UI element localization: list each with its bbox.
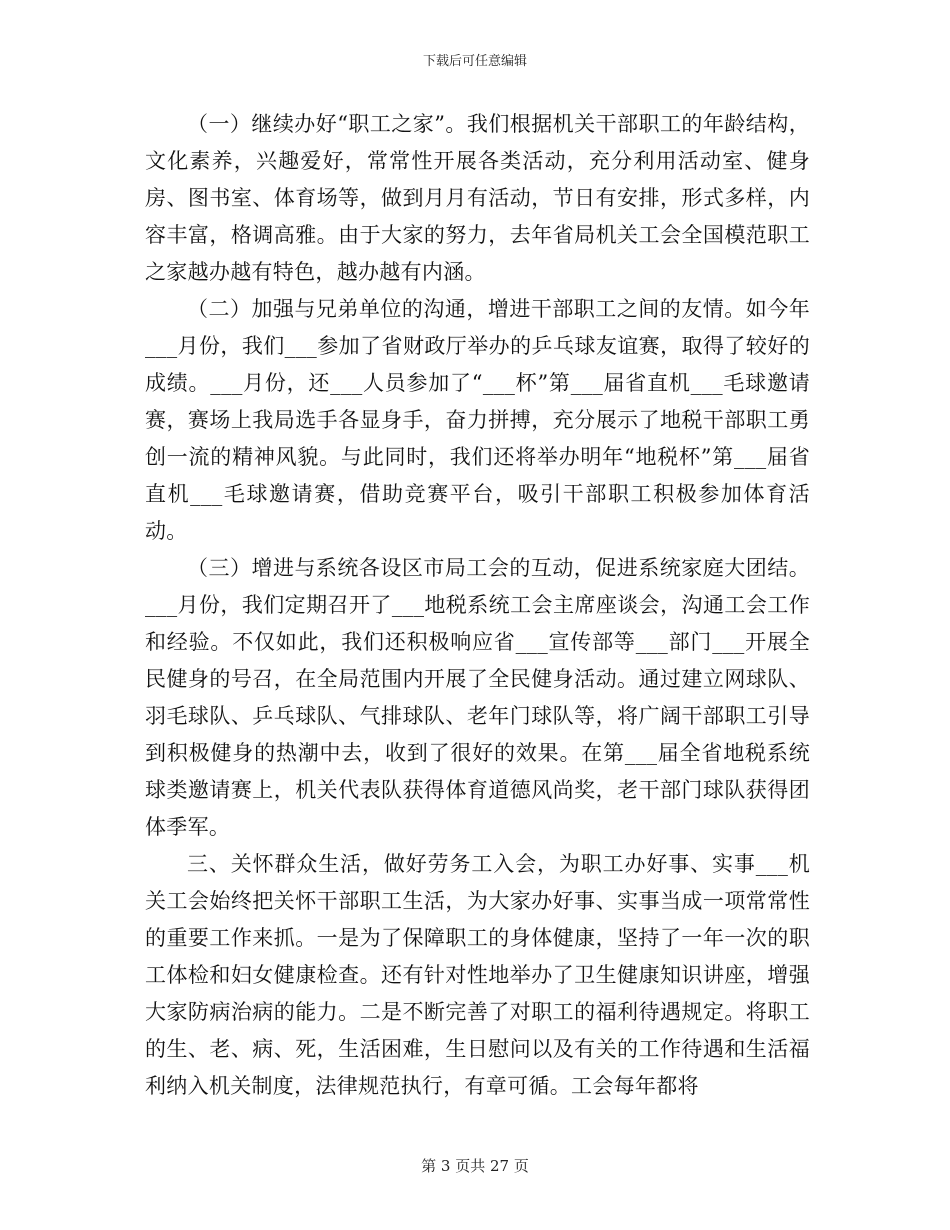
paragraph-1: （一）继续办好“职工之家”。我们根据机关干部职工的年龄结构，文化素养，兴趣爱好，常常性开展各类活动，充分利用活动室、健身房、图书室、体育场等，做到月月有活动，节日有安排，形式多样，内容丰富，格调高雅。由于大家的努力，去年省局机关工会全国模范职工之家越办越有特色，越办越有内涵。 (145, 112, 810, 284)
page-number-footer: 第 3 页共 27 页 (421, 1157, 529, 1175)
document-body (145, 106, 810, 1105)
paragraph-2: （二）加强与兄弟单位的沟通，增进干部职工之间的友情。如今年___月份，我们___参加了省财政厅举办的乒乓球友谊赛，取得了较好的成绩。___月份，还___人员参加了“___杯”第___届省直机___毛球邀请赛，赛场上我局选手各显身手，奋力拼搏，充分展示了地税干部职工勇创一流的精神风貌。与此同时，我们还将举办明年“地税杯”第___届省直机___毛球邀请赛，借助竞赛平台，吸引干部职工积极参加体育活动。 (145, 297, 810, 543)
page-header-note: 下载后可任意编辑 (422, 54, 527, 69)
paragraph-3: （三）增进与系统各设区市局工会的互动，促进系统家庭大团结。___月份，我们定期召开了___地税系统工会主席座谈会，沟通工会工作和经验。不仅如此，我们还积极响应省___宣传部等___部门___开展全民健身的号召，在全局范围内开展了全民健身活动。通过建立网球队、羽毛球队、乒乓球队、气排球队、老年门球队等，将广阔干部职工引导到积极健身的热潮中去，收到了很好的效果。在第___届全省地税系统球类邀请赛上，机关代表队获得体育道德风尚奖，老干部门球队获得团体季军。 (145, 556, 810, 839)
paragraph-4: 三、关怀群众生活，做好劳务工入会，为职工办好事、实事___机关工会始终把关怀干部职工生活，为大家办好事、实事当成一项常常性的重要工作来抓。一是为了保障职工的身体健康，坚持了一年一次的职工体检和妇女健康检查。还有针对性地举办了卫生健康知识讲座，增强大家防病治病的能力。二是不断完善了对职工的福利待遇规定。将职工的生、老、病、死，生活困难，生日慰问以及有关的工作待遇和生活福利纳入机关制度，法律规范执行，有章可循。工会每年都将 (145, 852, 810, 1098)
